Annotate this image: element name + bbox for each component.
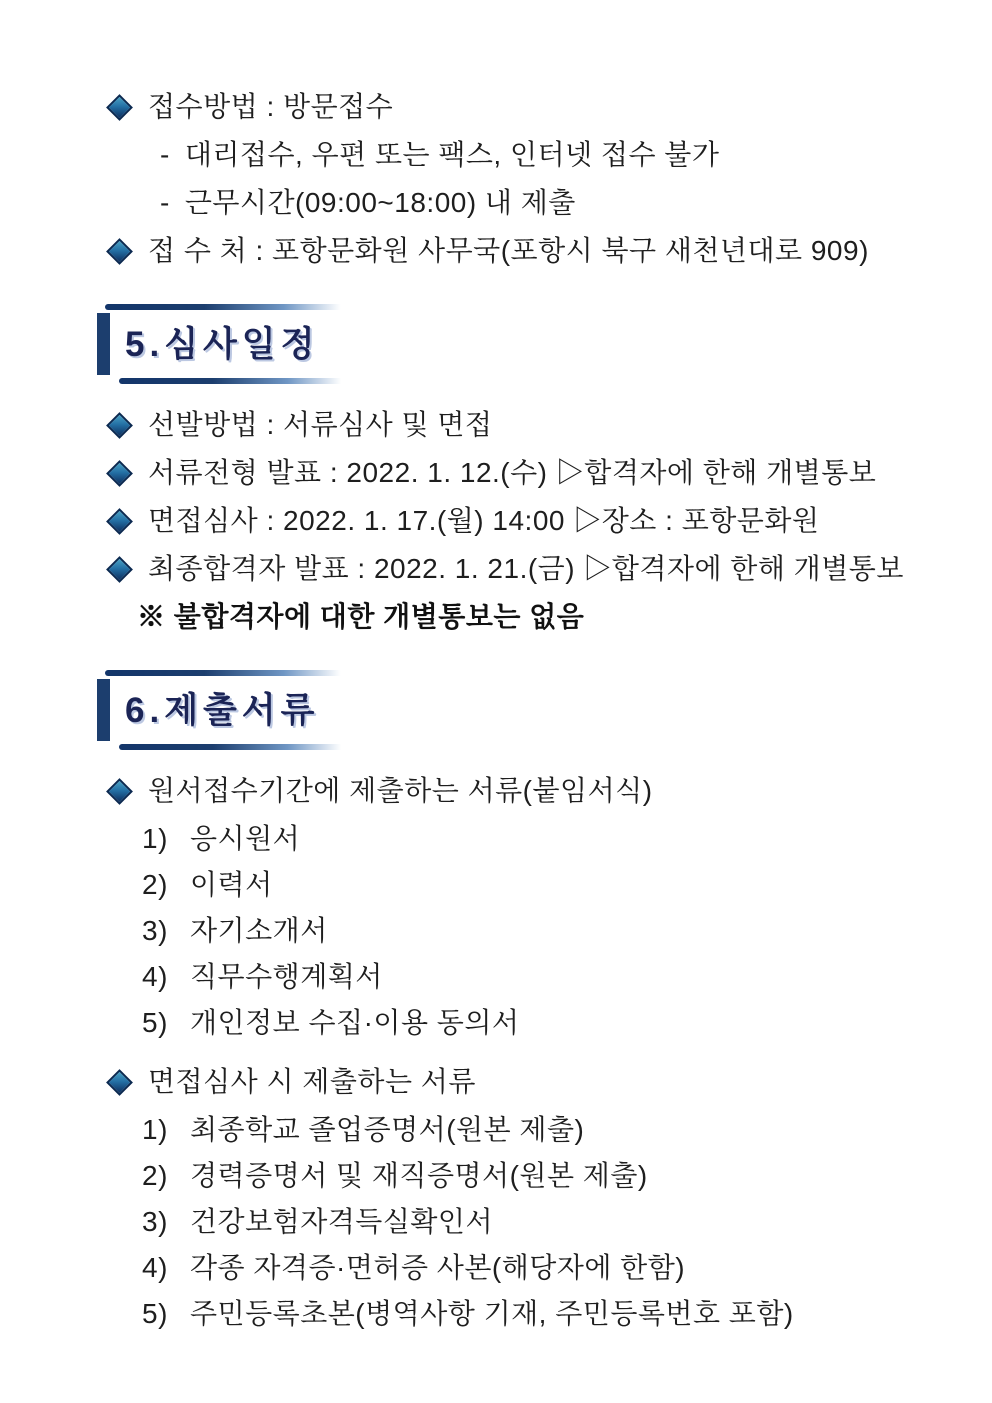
item-number: 5) xyxy=(142,1007,168,1038)
section-5-header xyxy=(97,304,353,384)
item-number: 3) xyxy=(142,915,168,946)
list-item xyxy=(95,552,952,586)
no-notification-note: ※ 불합격자에 대한 개별통보는 없음 xyxy=(137,601,585,632)
dash-marker: - xyxy=(160,139,170,170)
diamond-bullet-icon xyxy=(106,460,133,487)
item-text: 주민등록초본(병역사항 기재, 주민등록번호 포함) xyxy=(190,1298,794,1329)
item-number: 1) xyxy=(142,823,168,854)
application-method-section xyxy=(95,90,952,268)
subitem-text: 근무시간(09:00~18:00) 내 제출 xyxy=(184,187,576,218)
item-text: 최종학교 졸업증명서(원본 제출) xyxy=(190,1114,585,1145)
item-text: 자기소개서 xyxy=(190,915,328,946)
item-text: 이력서 xyxy=(190,869,273,900)
bullet-text: 선발방법 : 서류심사 및 면접 xyxy=(148,409,493,440)
item-text: 개인정보 수집·이용 동의서 xyxy=(190,1007,520,1038)
list-subitem xyxy=(95,186,952,220)
list-item xyxy=(95,504,952,538)
list-item xyxy=(95,90,952,124)
bullet-text: 면접심사 : 2022. 1. 17.(월) 14:00 ▷장소 : 포항문화원 xyxy=(148,505,820,536)
diamond-bullet-icon xyxy=(106,778,133,805)
group-heading xyxy=(95,1065,952,1099)
section-6-header xyxy=(97,670,353,750)
item-number: 4) xyxy=(142,1252,168,1283)
dash-marker: - xyxy=(160,187,170,218)
list-item xyxy=(95,408,952,442)
item-text: 응시원서 xyxy=(190,823,301,854)
item-number: 2) xyxy=(142,869,168,900)
list-subitem xyxy=(95,138,952,172)
section-5-title: 5.심사일정 xyxy=(125,325,320,364)
numbered-item xyxy=(95,1006,952,1040)
header-row xyxy=(97,679,353,741)
header-top-rule xyxy=(105,670,353,676)
diamond-bullet-icon xyxy=(106,556,133,583)
subitem-text: 대리접수, 우편 또는 팩스, 인터넷 접수 불가 xyxy=(184,139,720,170)
group-heading-text: 원서접수기간에 제출하는 서류(붙임서식) xyxy=(148,775,653,806)
group-heading xyxy=(95,774,952,808)
item-number: 5) xyxy=(142,1298,168,1329)
submission-documents-section xyxy=(95,774,952,1331)
item-number: 2) xyxy=(142,1160,168,1191)
numbered-item xyxy=(95,1113,952,1147)
numbered-item xyxy=(95,822,952,856)
item-text: 각종 자격증·면허증 사본(해당자에 한함) xyxy=(190,1252,686,1283)
numbered-item xyxy=(95,1251,952,1285)
item-number: 1) xyxy=(142,1114,168,1145)
header-left-bar xyxy=(97,679,110,741)
numbered-item xyxy=(95,1159,952,1193)
list-item xyxy=(95,456,952,490)
header-bottom-rule xyxy=(119,378,353,384)
diamond-bullet-icon xyxy=(106,94,133,121)
diamond-bullet-icon xyxy=(106,1069,133,1096)
item-number: 3) xyxy=(142,1206,168,1237)
numbered-item xyxy=(95,960,952,994)
numbered-item xyxy=(95,914,952,948)
numbered-item xyxy=(95,1205,952,1239)
bullet-text: 접수방법 : 방문접수 xyxy=(148,91,394,122)
bullet-text: 서류전형 발표 : 2022. 1. 12.(수) ▷합격자에 한해 개별통보 xyxy=(148,457,877,488)
diamond-bullet-icon xyxy=(106,412,133,439)
section-6-title: 6.제출서류 xyxy=(125,691,320,730)
header-row xyxy=(97,313,353,375)
item-text: 직무수행계획서 xyxy=(190,961,383,992)
list-item xyxy=(95,234,952,268)
item-text: 경력증명서 및 재직증명서(원본 제출) xyxy=(190,1160,648,1191)
numbered-item xyxy=(95,1297,952,1331)
group-heading-text: 면접심사 시 제출하는 서류 xyxy=(148,1066,476,1097)
bullet-text: 접 수 처 : 포항문화원 사무국(포항시 북구 새천년대로 909) xyxy=(148,235,869,266)
diamond-bullet-icon xyxy=(106,238,133,265)
header-bottom-rule xyxy=(119,744,353,750)
interview-documents-group xyxy=(95,1065,952,1331)
header-top-rule xyxy=(105,304,353,310)
application-period-documents-group xyxy=(95,774,952,1040)
diamond-bullet-icon xyxy=(106,508,133,535)
numbered-item xyxy=(95,868,952,902)
review-schedule-section xyxy=(95,408,952,634)
item-number: 4) xyxy=(142,961,168,992)
header-left-bar xyxy=(97,313,110,375)
bullet-text: 최종합격자 발표 : 2022. 1. 21.(금) ▷합격자에 한해 개별통보 xyxy=(148,553,904,584)
item-text: 건강보험자격득실확인서 xyxy=(190,1206,494,1237)
